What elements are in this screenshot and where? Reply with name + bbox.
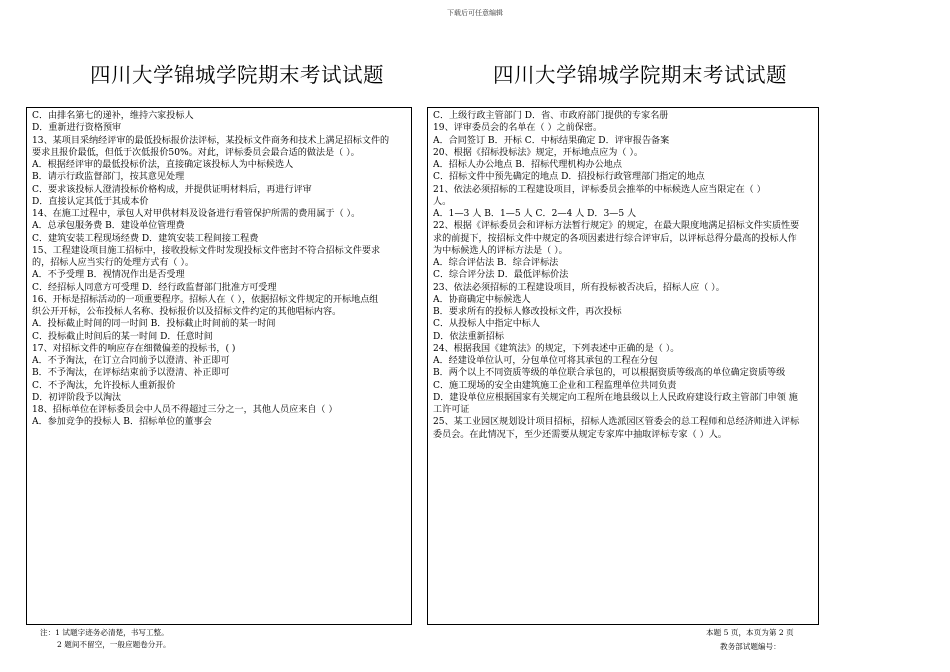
question-line: C．由排名第七的递补，维持六家投标人 <box>32 111 194 121</box>
question-line: C．上级行政主管部门 D．省、市政府部门提供的专家名册 <box>433 111 669 121</box>
question-line: A．投标截止时间的同一时间 B．投标截止时间前的某一时间 <box>32 319 276 330</box>
question-line: B．不予淘汰，在评标结束前予以澄清、补正即可 <box>32 368 230 379</box>
question-line: 要求且报价最低，但低于次低报价50%。对此，评标委员会最合适的做法是（ ）。 <box>32 147 360 158</box>
question-line: D．初评阶段予以淘汰 <box>32 392 122 403</box>
question-line: 为中标候选人的评标方法是（ ）。 <box>433 245 568 256</box>
question-line: 人。 <box>433 196 452 207</box>
question-line: A．总承包服务费 B．建设单位管理费 <box>32 221 185 232</box>
question-line: A．参加竞争的投标人 B．招标单位的董事会 <box>32 417 212 428</box>
question-line: C．经招标人同意方可受理 D．经行政监督部门批准方可受理 <box>32 282 277 293</box>
question-line: 求的前提下，按招标文件中规定的各项因素进行综合评审后，以评标总得分最高的投标人作 <box>433 233 797 244</box>
page-title-left: 四川大学锦城学院期末考试试题 <box>90 63 384 87</box>
question-line: A．不予淘汰，在订立合同前予以澄清、补正即可 <box>32 356 230 366</box>
question-line: A．1—3 人 B．1—5 人 C．2—4 人 D．3—5 人 <box>433 209 637 219</box>
question-line: 23、依法必须招标的工程建设项目，所有投标被否决后，招标人应（ ）。 <box>433 282 725 293</box>
question-line: 20、根据《招标投标法》规定，开标地点应为（ ）。 <box>433 147 643 158</box>
question-panel-right <box>427 107 819 625</box>
question-line: D．依法重新招标 <box>433 331 504 342</box>
footer-note-2: 2 题间不留空，一般应题卷分开。 <box>57 640 171 649</box>
question-line: C．招标文件中预先确定的地点 D．招投标行政管理部门指定的地点 <box>433 172 705 183</box>
question-line: 25、某工业园区规划设计项目招标，招标人选派园区管委会的总工程师和总经济师进入评标 <box>433 417 800 428</box>
question-line: 14、在施工过程中，承包人对甲供材料及设备进行看管保护所需的费用属于（ ）。 <box>32 209 361 219</box>
question-line: 委员会。在此情况下，至少还需要从规定专家库中抽取评标专家（ ）人。 <box>433 429 727 440</box>
question-line: 织公开开标，公布投标人名称、投标报价以及招标文件约定的其他唱标内容。 <box>32 307 342 317</box>
question-line: C．投标截止时间后的某一时间 D．任意时间 <box>32 331 213 342</box>
question-line: 24、根据我国《建筑法》的规定，下列表述中正确的是（ ）。 <box>433 343 680 354</box>
question-line: D．建设单位应根据国家有关规定向工程所在地县级以上人民政府建设行政主管部门申领 施 <box>433 392 798 403</box>
question-line: 18、招标单位在评标委员会中人员不得超过三分之一，其他人员应来自（ ） <box>32 405 338 415</box>
question-line: B．要求所有的投标人修改投标文件，再次投标 <box>433 307 622 317</box>
question-line: A．合同签订 B．开标 C．中标结果确定 D．评审报告备案 <box>433 135 670 146</box>
question-line: 19、评审委员会的名单在（ ）之前保密。 <box>433 123 603 134</box>
question-line: C．建筑安装工程现场经费 D．建筑安装工程间接工程费 <box>32 233 259 244</box>
question-line: B．请示行政监督部门，按其意见处理 <box>32 172 185 183</box>
question-line: C．要求该投标人澄清投标价格构成，并提供证明材料后，再进行评审 <box>32 184 312 195</box>
page-title-right: 四川大学锦城学院期末考试试题 <box>493 63 787 87</box>
question-line: C．综合评分法 D．最低评标价法 <box>433 270 569 281</box>
question-line: A．招标人办公地点 B．招标代理机构办公地点 <box>433 160 622 170</box>
question-line: A．经建设单位认可，分包单位可将其承包的工程在分包 <box>433 356 658 366</box>
question-line: 15、工程建设项目施工招标中，接收投标文件时发现投标文件密封不符合招标文件要求 <box>32 245 381 256</box>
question-line: 工许可证 <box>433 405 470 415</box>
question-line: 16、开标是招标活动的一项重要程序。招标人在（ ），依据招标文件规定的开标地点组 <box>32 294 379 305</box>
question-line: C．不予淘汰，允许投标人重新报价 <box>32 380 176 391</box>
question-line: A．综合评估法 B．综合评标法 <box>433 258 559 268</box>
question-line: 17、对招标文件的响应存在细微偏差的投标书，( ) <box>32 343 236 354</box>
question-line: 的，招标人应当实行的处理方式有（ ）。 <box>32 258 195 268</box>
question-line: 21、依法必须招标的工程建设项目，评标委员会推举的中标候选人应当限定在（ ） <box>433 184 766 195</box>
footer-note-1: 注：1 试题字迹务必清楚，书写工整。 <box>40 628 169 637</box>
question-line: B．两个以上不同资质等级的单位联合承包的，可以根据资质等级高的单位确定资质等级 <box>433 368 786 379</box>
question-panel-left <box>26 107 412 625</box>
download-note: 下载后可任意编辑 <box>447 9 503 17</box>
page-count: 本题 5 页，本页为第 2 页 <box>706 628 794 637</box>
question-line: D．重新进行资格预审 <box>32 123 122 134</box>
question-line: 13、某项目采纳经评审的最低投标报价法评标，某投标文件商务和技术上满足招标文件的 <box>32 135 390 146</box>
question-line: D．直接认定其低于其成本价 <box>32 196 149 207</box>
exam-code-label: 教务部试题编号： <box>720 642 781 651</box>
question-line: A．根据经评审的最低投标价法，直接确定该投标人为中标候选人 <box>32 160 294 170</box>
question-line: C．施工现场的安全由建筑施工企业和工程监理单位共同负责 <box>433 380 677 391</box>
question-line: C．从投标人中指定中标人 <box>433 319 540 330</box>
question-line: 22、根据《评标委员会和评标方法暂行规定》的规定，在最大限度地满足招标文件实质性要 <box>433 221 800 232</box>
question-line: A．协商确定中标候选人 <box>433 294 531 305</box>
question-line: A．不予受理 B．视情况作出是否受理 <box>32 270 185 281</box>
